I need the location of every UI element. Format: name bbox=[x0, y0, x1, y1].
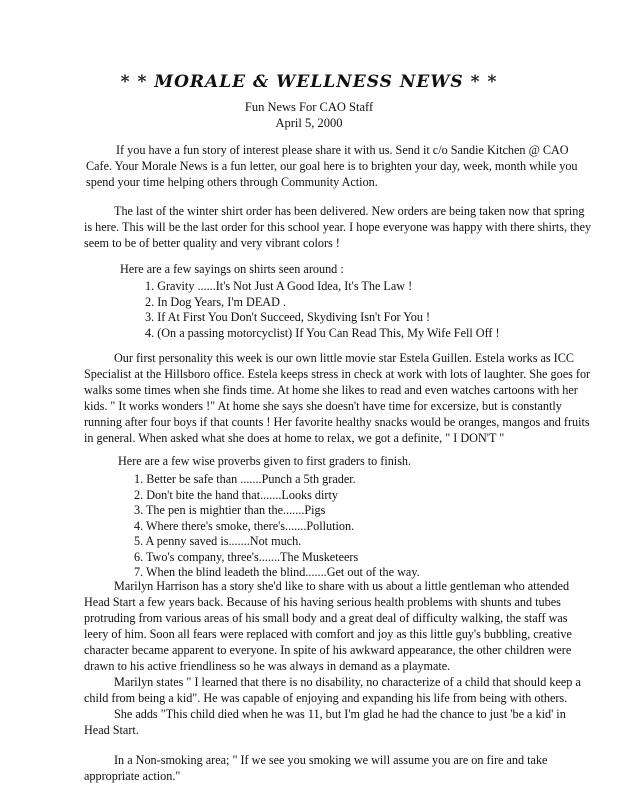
story-line: protruding from various areas of his small body and a great deal of difficulty walking, the staff was bbox=[84, 611, 568, 625]
saying-item: 3. If At First You Don't Succeed, Skydiving Isn't For You ! bbox=[145, 310, 431, 324]
proverb-item: 7. When the blind leadeth the blind.......Get out of the way. bbox=[134, 565, 420, 579]
proverb-item: 1. Better be safe than .......Punch a 5th grader. bbox=[134, 472, 356, 486]
subtitle: Fun News For CAO Staff bbox=[244, 100, 374, 114]
intro-line: If you have a fun story of interest please share it with us. Send it c/o Sandie Kitchen @ CAO bbox=[116, 143, 569, 157]
proverb-item: 6. Two's company, three's.......The Musketeers bbox=[134, 549, 359, 564]
story-line: Head Start a few years back. Because of his having serious health problems with shunts and tubes bbox=[84, 595, 561, 609]
personality-line: Specialist at the Hillsboro office. Estela keeps stress in check at work with lots of laughter. She goes for bbox=[84, 367, 591, 381]
shirts-line: is here. This will be the last order for this school year. I hope everyone was happy with there shirts, they bbox=[84, 220, 592, 234]
quote-line: child from being a kid". He was capable of enjoying and expanding his life from being with others. bbox=[84, 691, 568, 705]
proverb-item: 4. Where there's smoke, there's.......Pollution. bbox=[134, 518, 355, 533]
personality-line: running after four boys if that counts ! Her favorite healthy snacks would be oranges, mangos and fruits bbox=[84, 415, 590, 429]
she-adds-line: Head Start. bbox=[84, 723, 139, 737]
intro-line: spend your time helping others through Community Action. bbox=[86, 175, 378, 189]
proverb-item: 3. The pen is mightier than the.......Pigs bbox=[134, 503, 326, 517]
masthead-title: * * MORALE & WELLNESS NEWS * * bbox=[120, 72, 498, 92]
she-adds-paragraph bbox=[84, 706, 566, 738]
story-line: drawn to his active friendliness so he was always in demand as a playmate. bbox=[84, 659, 451, 673]
personality-line: walks some times when she finds time. At home she likes to read and even watches cartoons with her bbox=[84, 383, 578, 397]
story-line: leery of him. Soon all fears were replaced with comfort and joy as this little guy's bubbling, creative bbox=[84, 627, 572, 641]
marilyn-quote bbox=[84, 674, 581, 706]
proverbs-list bbox=[134, 472, 420, 581]
story-paragraph bbox=[84, 578, 572, 674]
proverb-item: 2. Don't bite the hand that.......Looks dirty bbox=[134, 487, 338, 502]
proverb-item: 5. A penny saved is.......Not much. bbox=[134, 534, 302, 548]
quote-line: Marilyn states " I learned that there is no disability, no characterize of a child that should keep a bbox=[114, 675, 581, 689]
shirts-line: The last of the winter shirt order has been delivered. New orders are being taken now that spring bbox=[114, 204, 585, 218]
sayings-list bbox=[145, 279, 500, 341]
shirts-paragraph bbox=[84, 203, 592, 251]
sayings-lead: Here are a few sayings on shirts seen around : bbox=[120, 262, 344, 276]
she-adds-line: She adds "This child died when he was 11, but I'm glad he had the chance to just 'be a kid' in bbox=[114, 707, 566, 721]
saying-item: 2. In Dog Years, I'm DEAD . bbox=[145, 294, 286, 309]
personality-paragraph bbox=[84, 350, 591, 446]
nonsmoking-line: appropriate action." bbox=[84, 769, 181, 783]
saying-item: 4. (On a passing motorcyclist) If You Can Read This, My Wife Fell Off ! bbox=[145, 325, 500, 340]
issue-date: April 5, 2000 bbox=[275, 116, 343, 130]
story-line: character became apparent to everyone. In spite of his awkward appearance, the other children were bbox=[84, 643, 572, 657]
proverbs-lead: Here are a few wise proverbs given to first graders to finish. bbox=[118, 454, 412, 468]
personality-line: Our first personality this week is our own little movie star Estela Guillen. Estela works as ICC bbox=[114, 351, 574, 365]
intro-line: Cafe. Your Morale News is a fun letter, our goal here is to brighten your day, week, month while you bbox=[86, 159, 578, 173]
nonsmoking-line: In a Non-smoking area; " If we see you smoking we will assume you are on fire and take bbox=[114, 753, 548, 767]
nonsmoking-paragraph bbox=[84, 752, 548, 784]
personality-line: kids. " It works wonders !" At home she says she doesn't have time for excersize, but is constantly bbox=[84, 399, 562, 413]
personality-line: in general. When asked what she does at home to relax, we got a definite, " I DON'T " bbox=[84, 431, 505, 445]
intro-paragraph bbox=[86, 142, 578, 190]
story-line: Marilyn Harrison has a story she'd like to share with us about a little gentleman who attended bbox=[114, 579, 570, 593]
saying-item: 1. Gravity ......It's Not Just A Good Idea, It's The Law ! bbox=[145, 279, 413, 293]
shirts-line: seem to be of better quality and very vibrant colors ! bbox=[84, 236, 340, 250]
